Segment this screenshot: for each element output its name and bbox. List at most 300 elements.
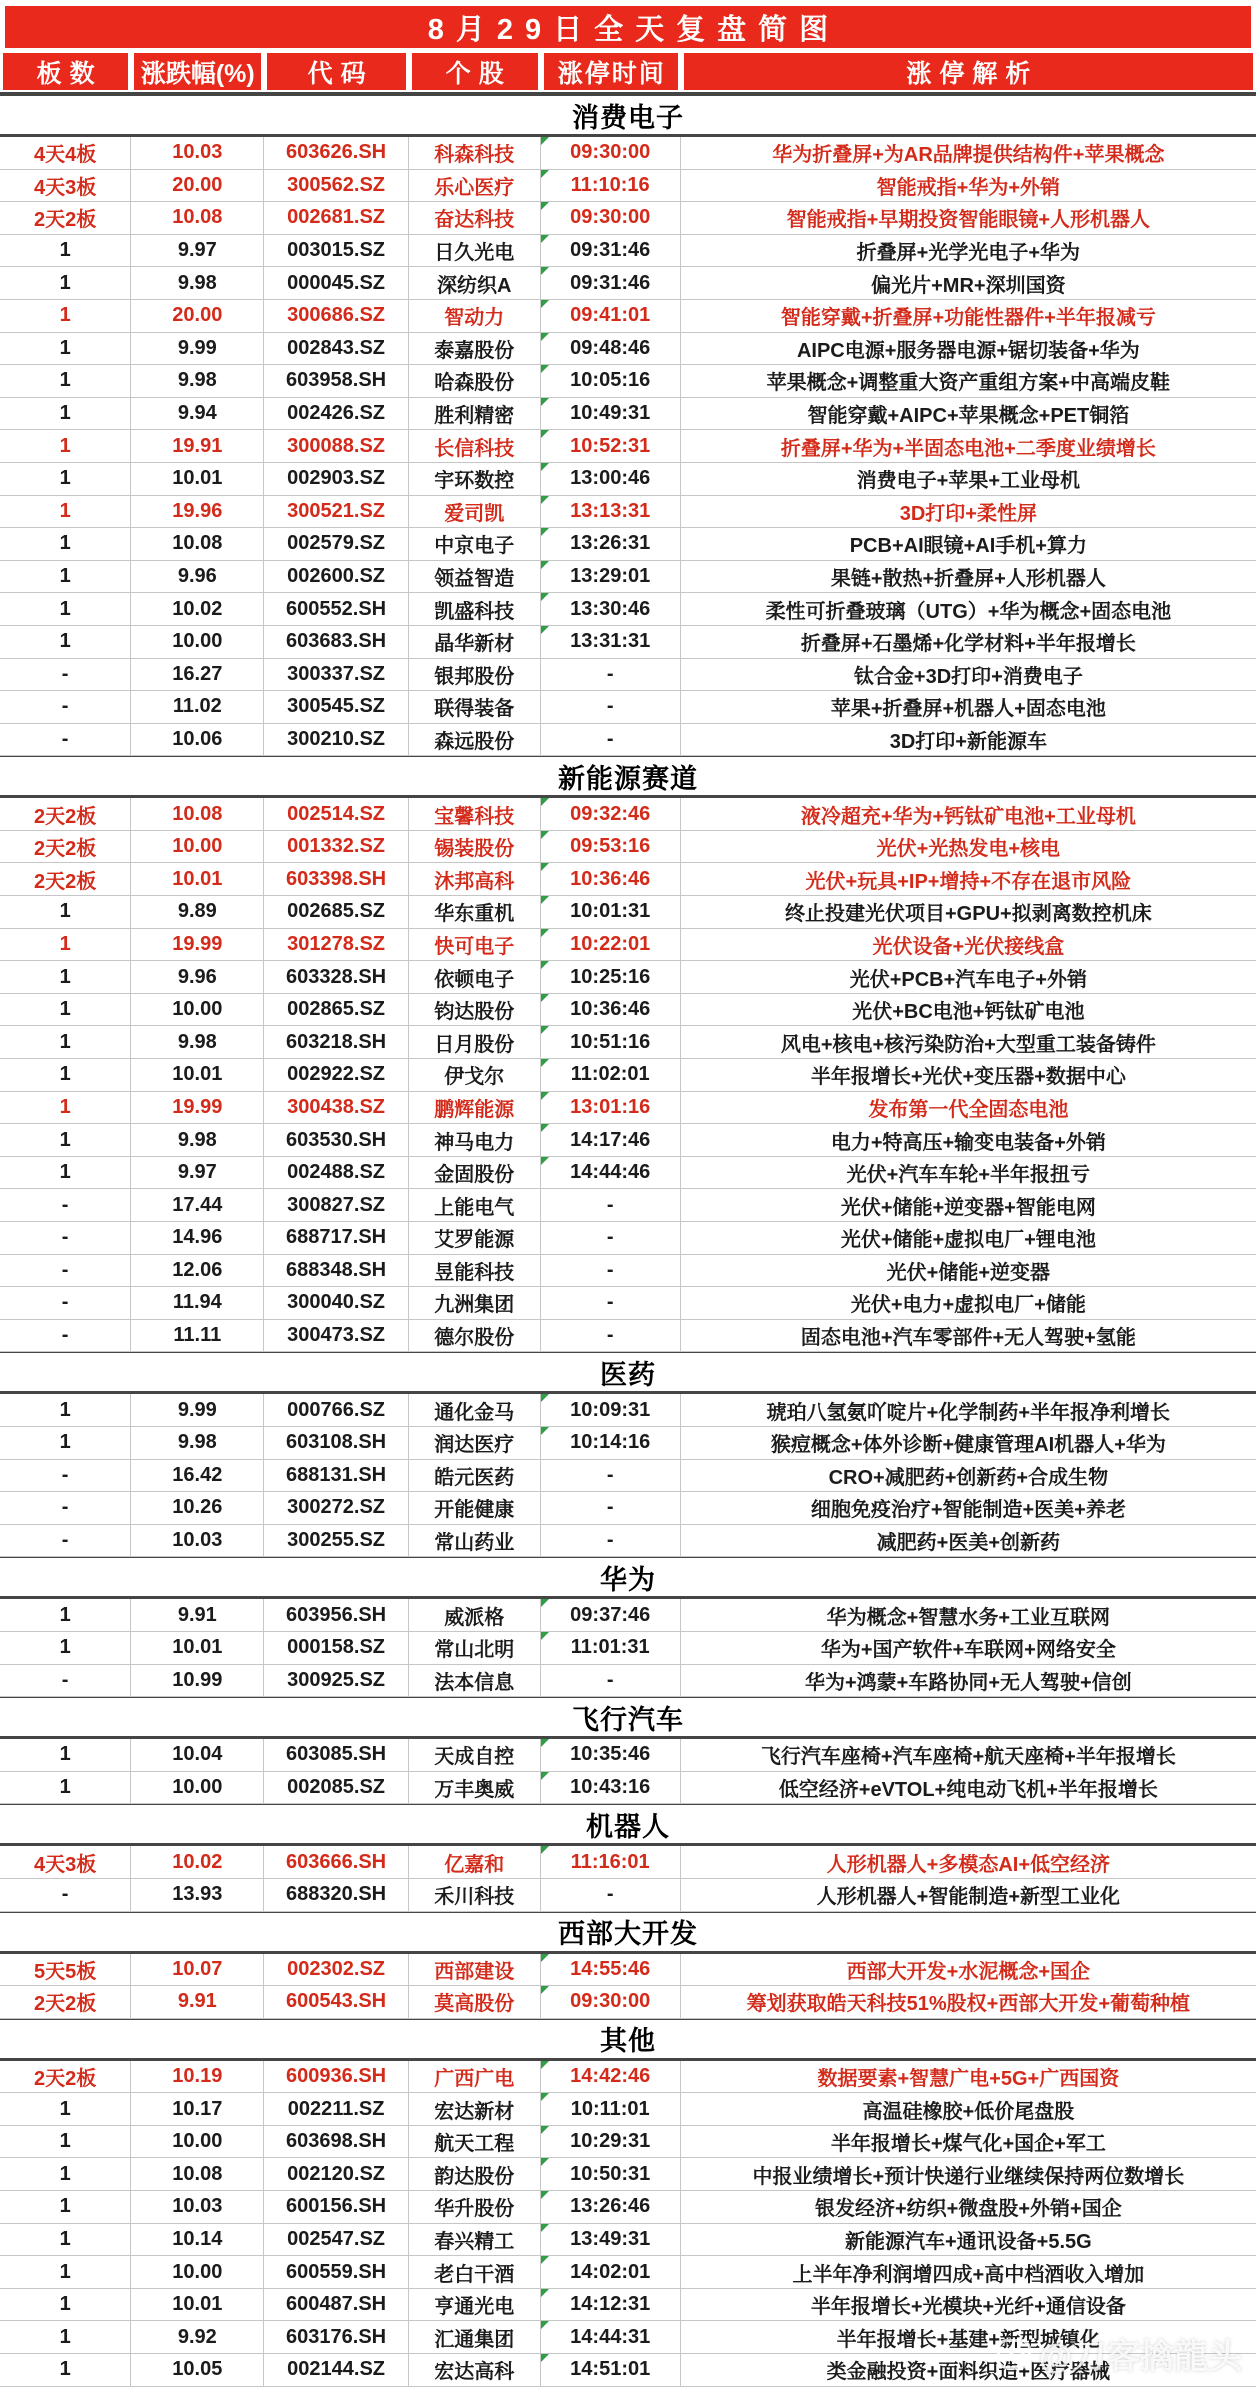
limit-up-time-cell	[541, 170, 681, 203]
excel-flag-triangle-icon	[541, 1092, 549, 1100]
change-pct-cell	[131, 626, 264, 659]
col-header-change-pct: 涨跌幅(%)	[134, 53, 261, 90]
limit-up-time-cell	[541, 994, 681, 1027]
excel-flag-triangle-icon	[541, 929, 549, 937]
limit-up-analysis-cell	[681, 2158, 1256, 2191]
stock-code-value: 600487.SH	[286, 2293, 387, 2316]
limit-up-analysis-cell	[681, 1599, 1256, 1632]
limit-up-analysis-value: 发布第一代全固态电池	[868, 1098, 1069, 1121]
change-pct-value: 16.27	[172, 662, 223, 685]
table-row	[0, 496, 1256, 529]
stock-name-value: 晶华新材	[434, 633, 515, 656]
stock-code-value: 002843.SZ	[287, 336, 386, 359]
excel-flag-triangle-icon	[541, 2093, 549, 2101]
board-count-value: 1	[59, 369, 71, 392]
stock-name-cell	[409, 2321, 541, 2354]
limit-up-time-value: -	[606, 727, 614, 750]
limit-up-analysis-value: 柔性可折叠玻璃（UTG）+华为概念+固态电池	[765, 600, 1172, 623]
board-count-value: 2天2板	[34, 838, 97, 861]
limit-up-time-cell	[541, 1632, 681, 1665]
limit-up-analysis-value: 减肥药+医美+创新药	[876, 1532, 1061, 1555]
board-count-value: 1	[59, 1398, 71, 1421]
stock-name-cell	[409, 2289, 541, 2322]
limit-up-time-cell	[541, 1427, 681, 1460]
stock-code-cell	[264, 2289, 408, 2322]
board-count-value: 1	[59, 467, 71, 490]
stock-code-cell	[264, 1846, 408, 1879]
board-count-value: 1	[59, 998, 71, 1021]
stock-code-value: 603958.SH	[286, 369, 387, 392]
board-count-value: 1	[59, 2097, 71, 2120]
limit-up-analysis-value: 光伏+玩具+IP+增持+不存在退市风险	[805, 870, 1132, 893]
stock-name-cell	[409, 1879, 541, 1912]
limit-up-analysis-cell	[681, 2256, 1256, 2289]
stock-code-cell	[264, 2256, 408, 2289]
limit-up-time-cell	[541, 1026, 681, 1059]
limit-up-time-cell	[541, 2354, 681, 2387]
stock-name-value: 汇通集团	[434, 2328, 515, 2351]
limit-up-analysis-value: 低空经济+eVTOL+纯电动飞机+半年报增长	[778, 1779, 1158, 1802]
limit-up-time-value: 13:13:31	[570, 499, 651, 522]
excel-flag-triangle-icon	[541, 1394, 549, 1402]
board-count-value: 1	[59, 2195, 71, 2218]
stock-code-value: 001332.SZ	[287, 835, 386, 858]
limit-up-time-cell	[541, 1879, 681, 1912]
change-pct-value: 9.98	[177, 271, 217, 294]
board-count-cell	[0, 1222, 131, 1255]
stock-code-value: 603683.SH	[286, 630, 387, 653]
stock-name-value: 哈森股份	[434, 372, 515, 395]
stock-code-value: 688320.SH	[286, 1883, 387, 1906]
board-count-cell	[0, 1320, 131, 1353]
limit-up-analysis-cell	[681, 430, 1256, 463]
change-pct-value: 9.94	[177, 402, 217, 425]
board-count-value: -	[61, 1463, 69, 1486]
limit-up-time-value: -	[606, 1463, 614, 1486]
board-count-value: 1	[59, 1030, 71, 1053]
limit-up-analysis-value: 银发经济+纺织+微盘股+外销+国企	[815, 2198, 1122, 2221]
limit-up-analysis-cell	[681, 1460, 1256, 1493]
change-pct-cell	[131, 2191, 264, 2224]
change-pct-cell	[131, 1879, 264, 1912]
limit-up-analysis-value: 智能穿戴+AIPC+苹果概念+PET铜箔	[807, 405, 1130, 428]
table-row	[0, 1665, 1256, 1698]
stock-name-value: 西部建设	[434, 1960, 515, 1983]
stock-code-value: 688131.SH	[286, 1463, 387, 1486]
limit-up-analysis-value: 智能戒指+早期投资智能眼镜+人形机器人	[786, 209, 1151, 232]
change-pct-cell	[131, 300, 264, 333]
limit-up-analysis-cell	[681, 1059, 1256, 1092]
table-row	[0, 961, 1256, 994]
table-row	[0, 170, 1256, 203]
change-pct-value: 9.96	[177, 965, 217, 988]
stock-code-value: 300473.SZ	[287, 1324, 386, 1347]
stock-code-cell	[264, 994, 408, 1027]
excel-flag-triangle-icon	[541, 267, 549, 275]
stock-code-cell	[264, 691, 408, 724]
stock-name-value: 昱能科技	[434, 1261, 515, 1284]
table-row	[0, 1026, 1256, 1059]
stock-name-value: 威派格	[444, 1606, 505, 1629]
limit-up-time-value: 13:26:46	[570, 2195, 651, 2218]
board-count-value: 2天2板	[34, 870, 97, 893]
limit-up-time-value: 09:37:46	[570, 1603, 651, 1626]
change-pct-cell	[131, 1092, 264, 1125]
limit-up-analysis-cell	[681, 626, 1256, 659]
stock-name-cell	[409, 1492, 541, 1525]
limit-up-analysis-cell	[681, 398, 1256, 431]
stock-name-value: 韵达股份	[434, 2165, 515, 2188]
stock-name-value: 长信科技	[434, 437, 515, 460]
board-count-value: -	[61, 1668, 69, 1691]
section-title: 消费电子	[572, 102, 684, 133]
limit-up-analysis-value: 高温硅橡胶+低价尾盘股	[862, 2100, 1075, 2123]
table-row	[0, 2158, 1256, 2191]
table-row	[0, 896, 1256, 929]
stock-code-cell	[264, 1157, 408, 1190]
change-pct-value: 10.19	[172, 2064, 223, 2087]
board-count-cell	[0, 365, 131, 398]
stock-name-cell	[409, 1846, 541, 1879]
board-count-value: 1	[59, 499, 71, 522]
limit-up-analysis-value: 折叠屏+光学光电子+华为	[856, 242, 1081, 265]
limit-up-time-value: 09:30:00	[570, 1990, 651, 2013]
excel-flag-triangle-icon	[541, 170, 549, 178]
limit-up-analysis-cell	[681, 137, 1256, 170]
board-count-value: 1	[59, 2293, 71, 2316]
change-pct-value: 9.97	[177, 239, 217, 262]
stock-code-value: 603398.SH	[286, 867, 387, 890]
limit-up-analysis-cell	[681, 365, 1256, 398]
board-count-value: 4天3板	[34, 176, 97, 199]
board-count-cell	[0, 1665, 131, 1698]
change-pct-value: 9.98	[177, 1431, 217, 1454]
stock-name-cell	[409, 1460, 541, 1493]
board-count-cell	[0, 863, 131, 896]
limit-up-analysis-cell	[681, 1287, 1256, 1320]
stock-code-value: 002488.SZ	[287, 1161, 386, 1184]
stock-name-cell	[409, 561, 541, 594]
stock-code-cell	[264, 528, 408, 561]
stock-name-cell	[409, 300, 541, 333]
limit-up-analysis-cell	[681, 1954, 1256, 1987]
stock-code-cell	[264, 430, 408, 463]
limit-up-time-cell	[541, 235, 681, 268]
limit-up-analysis-cell	[681, 659, 1256, 692]
table-row	[0, 1287, 1256, 1320]
change-pct-cell	[131, 1124, 264, 1157]
stock-code-cell	[264, 863, 408, 896]
stock-code-value: 300337.SZ	[287, 662, 386, 685]
table-row	[0, 398, 1256, 431]
change-pct-cell	[131, 1320, 264, 1353]
section-header-row	[0, 95, 1256, 137]
stock-name-cell	[409, 137, 541, 170]
stock-code-cell	[264, 1124, 408, 1157]
table-row	[0, 1320, 1256, 1353]
stock-name-cell	[409, 1986, 541, 2019]
limit-up-analysis-cell	[681, 496, 1256, 529]
stock-code-value: 002579.SZ	[287, 532, 386, 555]
limit-up-analysis-cell	[681, 202, 1256, 235]
stock-code-cell	[264, 1427, 408, 1460]
change-pct-value: 10.01	[172, 467, 223, 490]
change-pct-cell	[131, 1986, 264, 2019]
limit-up-analysis-value: 光伏设备+光伏接线盒	[872, 935, 1065, 958]
limit-up-analysis-value: 华为概念+智慧水务+工业互联网	[826, 1606, 1111, 1629]
col-header-code: 代码	[267, 53, 405, 90]
excel-flag-triangle-icon	[541, 1846, 549, 1854]
limit-up-analysis-value: 华为折叠屏+为AR品牌提供结构件+苹果概念	[772, 144, 1165, 167]
limit-up-analysis-cell	[681, 1320, 1256, 1353]
excel-flag-triangle-icon	[541, 2256, 549, 2264]
stock-name-value: 深纺织A	[437, 274, 512, 297]
limit-up-time-cell	[541, 333, 681, 366]
stock-name-value: 莫高股份	[434, 1993, 515, 2016]
change-pct-value: 19.96	[172, 499, 223, 522]
excel-flag-triangle-icon	[541, 561, 549, 569]
board-count-value: 1	[59, 932, 71, 955]
limit-up-time-value: -	[606, 1226, 614, 1249]
board-count-cell	[0, 691, 131, 724]
table-row	[0, 333, 1256, 366]
table-row	[0, 863, 1256, 896]
board-count-cell	[0, 1739, 131, 1772]
stock-code-value: 300040.SZ	[287, 1291, 386, 1314]
stock-name-value: 中京电子	[434, 535, 515, 558]
limit-up-analysis-value: 果链+散热+折叠屏+人形机器人	[830, 568, 1106, 591]
section-header-row	[0, 1352, 1256, 1394]
stock-name-cell	[409, 2256, 541, 2289]
change-pct-cell	[131, 1846, 264, 1879]
change-pct-value: 10.08	[172, 802, 223, 825]
limit-up-analysis-value: 终止投建光伏项目+GPU+拟剥离数控机床	[785, 903, 1152, 926]
change-pct-cell	[131, 659, 264, 692]
stock-name-value: 领益智造	[434, 568, 515, 591]
stock-code-value: 603328.SH	[286, 965, 387, 988]
excel-flag-triangle-icon	[541, 1954, 549, 1962]
table-row	[0, 1599, 1256, 1632]
change-pct-value: 10.03	[172, 1529, 223, 1552]
stock-code-cell	[264, 2354, 408, 2387]
limit-up-analysis-cell	[681, 1739, 1256, 1772]
change-pct-value: 10.03	[172, 2195, 223, 2218]
board-count-cell	[0, 1599, 131, 1632]
limit-up-analysis-cell	[681, 1772, 1256, 1805]
excel-flag-triangle-icon	[541, 593, 549, 601]
change-pct-value: 10.01	[172, 1636, 223, 1659]
table-row	[0, 2321, 1256, 2354]
excel-flag-triangle-icon	[541, 1772, 549, 1780]
table-row	[0, 430, 1256, 463]
board-count-cell	[0, 1026, 131, 1059]
stock-name-value: 联得装备	[434, 698, 515, 721]
change-pct-value: 10.00	[172, 1776, 223, 1799]
stock-code-value: 688717.SH	[286, 1226, 387, 1249]
stock-name-value: 依顿电子	[434, 968, 515, 991]
limit-up-time-value: 10:50:31	[570, 2162, 651, 2185]
excel-flag-triangle-icon	[541, 430, 549, 438]
limit-up-analysis-cell	[681, 724, 1256, 757]
table-row	[0, 1124, 1256, 1157]
table-row	[0, 2061, 1256, 2094]
board-count-value: 1	[59, 239, 71, 262]
stock-name-value: 凯盛科技	[434, 600, 515, 623]
stock-name-cell	[409, 2126, 541, 2159]
limit-up-time-value: 11:10:16	[570, 173, 650, 196]
excel-flag-triangle-icon	[541, 2126, 549, 2134]
limit-up-analysis-value: 偏光片+MR+深圳国资	[871, 274, 1066, 297]
limit-up-time-value: 09:48:46	[570, 336, 651, 359]
excel-flag-triangle-icon	[541, 137, 549, 145]
board-count-value: 1	[59, 2325, 71, 2348]
board-count-value: -	[61, 1883, 69, 1906]
table-body	[0, 95, 1256, 2387]
stock-code-value: 003015.SZ	[287, 239, 386, 262]
change-pct-cell	[131, 896, 264, 929]
limit-up-time-value: 14:17:46	[570, 1128, 651, 1151]
limit-up-time-value: 09:30:00	[570, 141, 651, 164]
stock-code-value: 300545.SZ	[287, 695, 386, 718]
board-count-value: 1	[59, 900, 71, 923]
limit-up-time-value: -	[606, 1496, 614, 1519]
stock-code-value: 002426.SZ	[287, 402, 386, 425]
table-row	[0, 463, 1256, 496]
limit-up-time-cell	[541, 1525, 681, 1558]
limit-up-time-cell	[541, 2093, 681, 2126]
limit-up-analysis-value: PCB+AI眼镜+AI手机+算力	[849, 535, 1087, 558]
limit-up-analysis-cell	[681, 333, 1256, 366]
limit-up-analysis-cell	[681, 1986, 1256, 2019]
limit-up-time-cell	[541, 1954, 681, 1987]
limit-up-time-cell	[541, 1739, 681, 1772]
limit-up-time-cell	[541, 267, 681, 300]
stock-code-value: 300210.SZ	[287, 727, 386, 750]
limit-up-analysis-cell	[681, 2289, 1256, 2322]
limit-up-analysis-cell	[681, 691, 1256, 724]
stock-code-value: 600543.SH	[286, 1990, 387, 2013]
limit-up-analysis-value: 光伏+BC电池+钙钛矿电池	[852, 1001, 1085, 1024]
excel-flag-triangle-icon	[541, 2321, 549, 2329]
change-pct-value: 10.17	[172, 2097, 223, 2120]
board-count-cell	[0, 463, 131, 496]
stock-code-value: 300438.SZ	[287, 1095, 386, 1118]
change-pct-cell	[131, 2126, 264, 2159]
change-pct-value: 10.00	[172, 998, 223, 1021]
change-pct-cell	[131, 2093, 264, 2126]
change-pct-cell	[131, 1665, 264, 1698]
stock-code-value: 301278.SZ	[287, 932, 386, 955]
limit-up-analysis-value: 猴痘概念+体外诊断+健康管理AI机器人+华为	[770, 1434, 1166, 1457]
change-pct-cell	[131, 2158, 264, 2191]
limit-up-time-value: -	[606, 1324, 614, 1347]
limit-up-time-value: 10:36:46	[570, 867, 651, 890]
stock-name-value: 胜利精密	[434, 405, 515, 428]
limit-up-time-cell	[541, 463, 681, 496]
change-pct-value: 10.02	[172, 1850, 223, 1873]
limit-up-analysis-value: 人形机器人+多模态AI+低空经济	[826, 1853, 1111, 1876]
stock-code-cell	[264, 1287, 408, 1320]
change-pct-cell	[131, 430, 264, 463]
change-pct-value: 9.89	[177, 900, 217, 923]
stock-code-cell	[264, 300, 408, 333]
excel-flag-triangle-icon	[541, 1632, 549, 1640]
board-count-cell	[0, 2061, 131, 2094]
excel-flag-triangle-icon	[541, 202, 549, 210]
limit-up-analysis-cell	[681, 235, 1256, 268]
board-count-cell	[0, 202, 131, 235]
stock-code-cell	[264, 1026, 408, 1059]
stock-name-value: 广西广电	[434, 2067, 515, 2090]
board-count-value: -	[61, 1291, 69, 1314]
limit-up-analysis-cell	[681, 2126, 1256, 2159]
stock-name-value: 爱司凯	[444, 502, 505, 525]
limit-up-analysis-value: 半年报增长+煤气化+国企+军工	[830, 2133, 1106, 2156]
limit-up-time-cell	[541, 1492, 681, 1525]
limit-up-time-cell	[541, 300, 681, 333]
board-count-value: 1	[59, 630, 71, 653]
table-row	[0, 798, 1256, 831]
stock-name-value: 宏达新材	[434, 2100, 515, 2123]
board-count-cell	[0, 724, 131, 757]
stock-name-value: 华升股份	[434, 2198, 515, 2221]
stock-code-cell	[264, 1460, 408, 1493]
board-count-value: 5天5板	[34, 1960, 97, 1983]
stock-code-cell	[264, 1222, 408, 1255]
limit-up-time-cell	[541, 691, 681, 724]
table-row	[0, 724, 1256, 757]
excel-flag-triangle-icon	[541, 798, 549, 806]
stock-name-value: 法本信息	[434, 1671, 515, 1694]
limit-up-analysis-value: 光伏+光热发电+核电	[876, 838, 1061, 861]
stock-name-cell	[409, 593, 541, 626]
board-count-cell	[0, 831, 131, 864]
section-title: 新能源赛道	[558, 763, 698, 794]
stock-name-cell	[409, 1320, 541, 1353]
change-pct-value: 10.26	[172, 1496, 223, 1519]
table-row	[0, 2191, 1256, 2224]
board-count-cell	[0, 1189, 131, 1222]
change-pct-value: 20.00	[172, 304, 223, 327]
limit-up-analysis-value: 3D打印+柔性屏	[899, 502, 1037, 525]
change-pct-cell	[131, 961, 264, 994]
board-count-cell	[0, 593, 131, 626]
stock-code-value: 603956.SH	[286, 1603, 387, 1626]
limit-up-analysis-value: 苹果概念+调整重大资产重组方案+中高端皮鞋	[766, 372, 1171, 395]
change-pct-value: 10.99	[172, 1668, 223, 1691]
excel-flag-triangle-icon	[541, 333, 549, 341]
board-count-value: 1	[59, 2260, 71, 2283]
stock-name-value: 快可电子	[434, 935, 515, 958]
limit-up-analysis-cell	[681, 1879, 1256, 1912]
limit-up-time-value: 14:02:01	[570, 2260, 651, 2283]
stock-name-cell	[409, 528, 541, 561]
change-pct-cell	[131, 1287, 264, 1320]
limit-up-analysis-value: 智能戒指+华为+外销	[876, 176, 1061, 199]
stock-code-cell	[264, 1599, 408, 1632]
stock-code-cell	[264, 2093, 408, 2126]
change-pct-value: 20.00	[172, 173, 223, 196]
stock-name-value: 智动力	[444, 307, 505, 330]
limit-up-time-value: 14:44:31	[570, 2325, 651, 2348]
change-pct-cell	[131, 137, 264, 170]
section-title: 西部大开发	[558, 1919, 698, 1949]
change-pct-value: 9.97	[177, 1161, 217, 1184]
table-row	[0, 2256, 1256, 2289]
stock-code-value: 002211.SZ	[287, 2097, 385, 2120]
change-pct-value: 12.06	[172, 1258, 223, 1281]
table-row	[0, 626, 1256, 659]
